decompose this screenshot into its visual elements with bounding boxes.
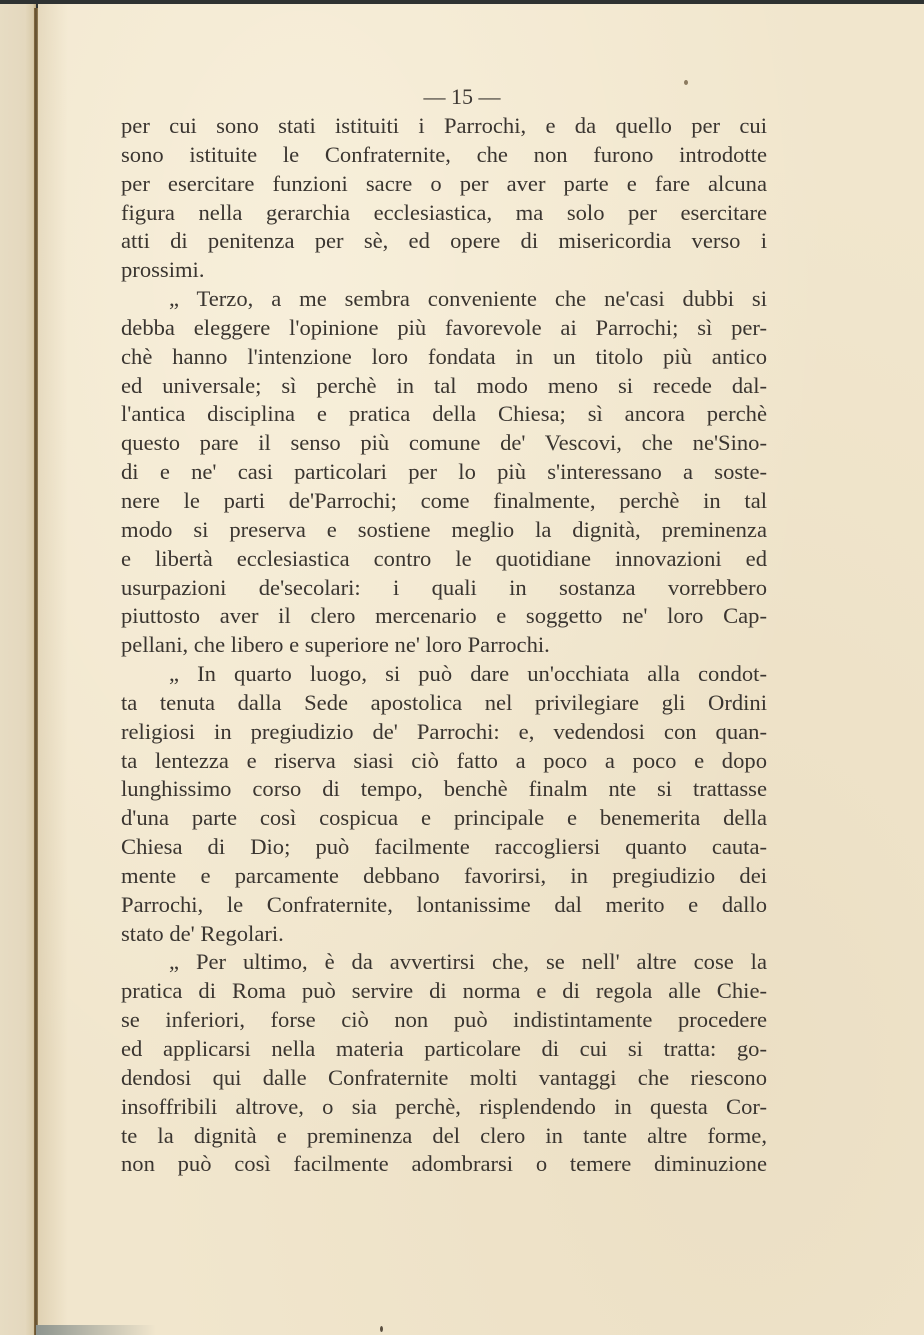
text-line: „ Per ultimo, è da avvertirsi che, se nell' altre cose la xyxy=(169,949,767,975)
text-line: ed universale; sì perchè in tal modo meno si recede dal- xyxy=(121,372,767,398)
text-line: d'una parte così cospicua e principale e benemerita della xyxy=(121,805,767,831)
text-line: piuttosto aver il clero mercenario e soggetto ne' loro Cap- xyxy=(121,603,767,629)
text-line: modo si preserva e sostiene meglio la dignità, preminenza xyxy=(121,516,767,542)
page-number: — 15 — xyxy=(423,84,501,109)
text-line: figura nella gerarchia ecclesiastica, ma solo per esercitare xyxy=(121,199,767,225)
text-line: l'antica disciplina e pratica della Chiesa; sì ancora perchè xyxy=(121,401,767,427)
text-line: prossimi. xyxy=(121,257,205,283)
paper-speck xyxy=(380,1326,383,1332)
text-line: Chiesa di Dio; può facilmente raccogliersi quanto cauta- xyxy=(121,834,767,860)
text-line: stato de' Regolari. xyxy=(121,920,284,946)
text-line: questo pare il senso più comune de' Vescovi, che ne'Sino- xyxy=(121,430,767,456)
text-line: te la dignità e preminenza del clero in tante altre forme, xyxy=(121,1122,767,1148)
text-line: ta tenuta dalla Sede apostolica nel privilegiare gli Ordini xyxy=(121,689,767,715)
text-line: „ In quarto luogo, si può dare un'occhiata alla condot- xyxy=(169,661,767,687)
text-line: non può così facilmente adombrarsi o temere diminuzione xyxy=(121,1151,767,1177)
text-line: debba eleggere l'opinione più favorevole ai Parrochi; sì per- xyxy=(121,314,767,340)
text-line: per cui sono stati istituiti i Parrochi, e da quello per cui xyxy=(121,113,767,138)
text-line: religiosi in pregiudizio de' Parrochi: e, vedendosi con quan- xyxy=(121,718,767,744)
body-text xyxy=(121,112,767,1179)
text-line: insoffribili altrove, o sia perchè, risplendendo in questa Cor- xyxy=(121,1093,767,1119)
page-shadow xyxy=(36,1325,156,1335)
text-line: ed applicarsi nella materia particolare di cui si tratta: go- xyxy=(121,1036,767,1061)
text-line: sono istituite le Confraternite, che non furono introdotte xyxy=(121,141,767,167)
text-line: usurpazioni de'secolari: i quali in sostanza vorrebbero xyxy=(121,574,767,600)
text-line: dendosi qui dalle Confraternite molti vantaggi che riescono xyxy=(121,1064,767,1090)
text-line: atti di penitenza per sè, ed opere di misericordia verso i xyxy=(121,228,767,254)
previous-page-edge xyxy=(0,4,36,1335)
text-line: Parrochi, le Confraternite, lontanissime dal merito e dallo xyxy=(121,891,767,917)
text-line: di e ne' casi particolari per lo più s'interessano a soste- xyxy=(121,459,767,485)
text-line: pellani, che libero e superiore ne' loro Parrochi. xyxy=(121,632,550,658)
text-line: lunghissimo corso di tempo, benchè finalm nte si trattasse xyxy=(121,776,767,802)
text-line: e libertà ecclesiastica contro le quotidiane innovazioni ed xyxy=(121,545,767,571)
text-line: per esercitare funzioni sacre o per aver parte e fare alcuna xyxy=(121,170,767,196)
text-line: ta lentezza e riserva siasi ciò fatto a poco a poco e dopo xyxy=(121,747,767,773)
text-line: se inferiori, forse ciò non può indistintamente procedere xyxy=(121,1007,767,1033)
text-line: pratica di Roma può servire di norma e di regola alle Chie- xyxy=(121,978,767,1004)
text-line: „ Terzo, a me sembra conveniente che ne'casi dubbi si xyxy=(169,286,767,312)
text-line: nere le parti de'Parrochi; come finalmente, perchè in tal xyxy=(121,487,767,513)
text-line: chè hanno l'intenzione loro fondata in un titolo più antico xyxy=(121,343,767,369)
text-line: mente e parcamente debbano favorirsi, in pregiudizio dei xyxy=(121,862,767,888)
